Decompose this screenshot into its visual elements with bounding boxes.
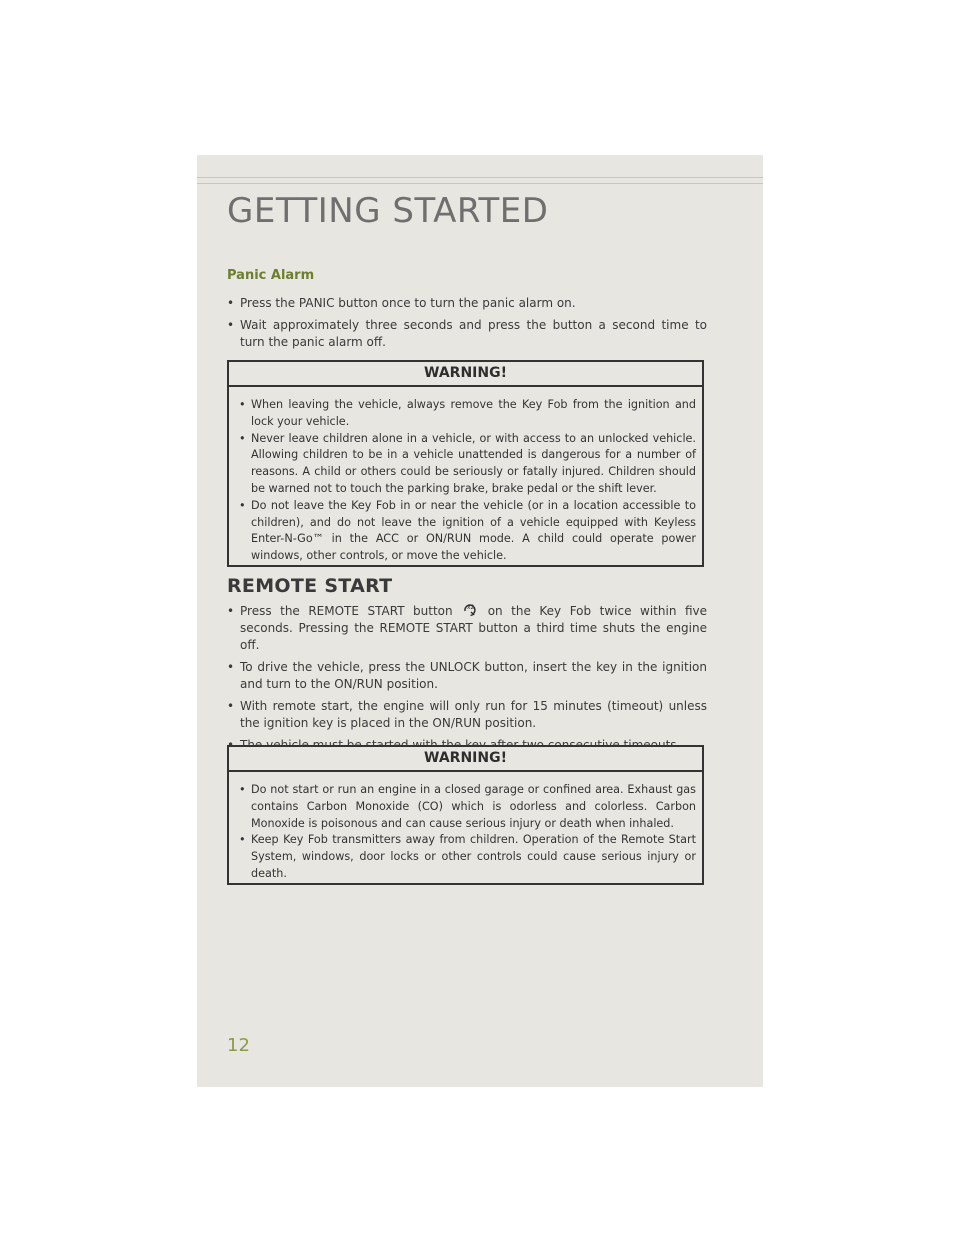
- warning-list: [229, 397, 702, 565]
- panic-alarm-heading: Panic Alarm: [227, 268, 315, 283]
- remote-start-icon: [461, 603, 479, 617]
- warning-item: • Keep Key Fob transmitters away from children. Operation of the Remote Start System, windows, door locks or other controls could cause serious injury or death.: [239, 832, 696, 882]
- list-item-text-after-icon: on the Key Fob twice within five seconds. Pressing the REMOTE START button a third time shuts the engine off.: [240, 604, 708, 652]
- warning-item: • Do not start or run an engine in a closed garage or confined area. Exhaust gas contains Carbon Monoxide (CO) which is odorless and colorless. Carbon Monoxide is poisonous and can cause serious injury or death when inhaled.: [239, 782, 696, 832]
- warning-box: [227, 745, 704, 885]
- list-item: [227, 603, 707, 654]
- svg-text:x2: x2: [467, 604, 475, 611]
- list-item: • To drive the vehicle, press the UNLOCK button, insert the key in the ignition and turn to the ON/RUN position.: [227, 659, 707, 693]
- manual-page: [197, 155, 763, 1087]
- list-item: • Press the PANIC button once to turn the panic alarm on.: [227, 295, 707, 312]
- chapter-title: GETTING STARTED: [227, 191, 549, 231]
- warning-item: • When leaving the vehicle, always remove the Key Fob from the ignition and lock your vehicle.: [239, 397, 696, 431]
- warning-title: WARNING!: [229, 362, 702, 387]
- warning-item: • Never leave children alone in a vehicle, or with access to an unlocked vehicle. Allowing children to be in a vehicle unattended is dangerous for a number of reasons. A child or others could be seriously or fatally injured. Children should be warned not to touch the parking brake, brake pedal or the shift lever.: [239, 431, 696, 498]
- warning-title: WARNING!: [229, 747, 702, 772]
- warning-box: [227, 360, 704, 567]
- list-item-text-before-icon: Press the REMOTE START button: [240, 604, 462, 618]
- list-item: • With remote start, the engine will only run for 15 minutes (timeout) unless the ignition key is placed in the ON/RUN position.: [227, 698, 707, 732]
- remote-start-heading: REMOTE START: [227, 575, 393, 597]
- panic-alarm-list: [227, 295, 707, 356]
- page-number: 12: [227, 1035, 250, 1056]
- warning-list: [229, 782, 702, 883]
- warning-item: • Do not leave the Key Fob in or near the vehicle (or in a location accessible to children), and do not leave the ignition of a vehicle equipped with Keyless Enter-N-Go™ in the ACC or ON/RUN mode. A child could operate power windows, other controls, or move the vehicle.: [239, 498, 696, 565]
- remote-start-list: [227, 603, 707, 759]
- list-item: • Wait approximately three seconds and press the button a second time to turn the panic alarm off.: [227, 317, 707, 351]
- header-rule-bottom: [197, 183, 763, 184]
- header-rule-top: [197, 177, 763, 178]
